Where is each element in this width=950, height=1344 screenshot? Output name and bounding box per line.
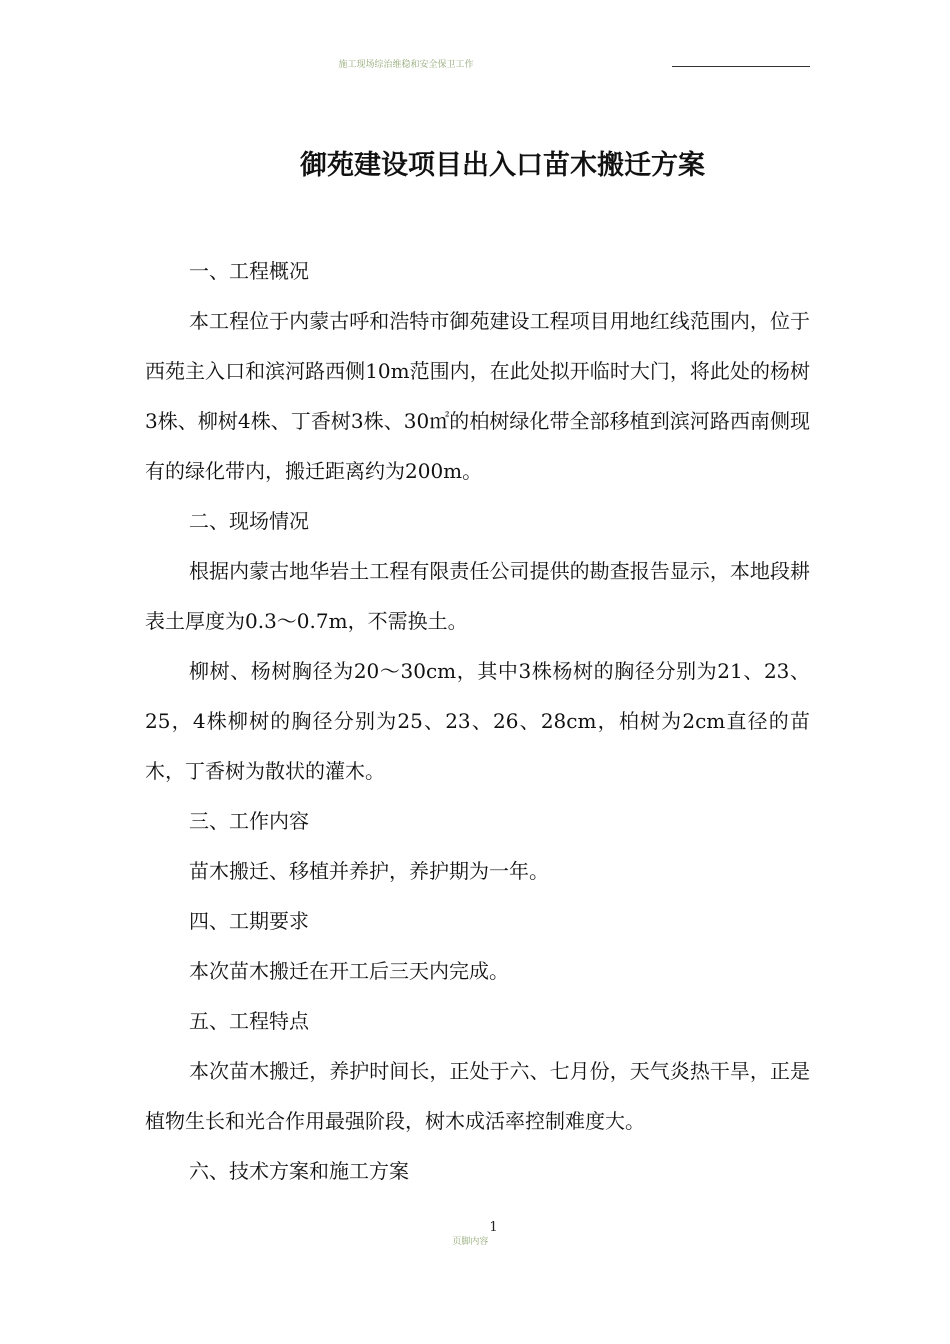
footer-text: 页脚内容 <box>452 1237 489 1247</box>
section-heading-5: 五、工程特点 <box>189 1009 309 1033</box>
document-body <box>145 246 810 1196</box>
section-heading-3: 三、工作内容 <box>189 809 309 833</box>
paragraph-overview: 本工程位于内蒙古呼和浩特市御苑建设工程项目用地红线范围内，位于西苑主入口和滨河路西侧10m范围内，在此处拟开临时大门，将此处的杨树3株、柳树4株、丁香树3株、30㎡的柏树绿化带全部移植到滨河路西南侧现有的绿化带内，搬迁距离约为200m。 <box>145 309 810 483</box>
paragraph-site-report: 根据内蒙古地华岩土工程有限责任公司提供的勘查报告显示，本地段耕表土厚度为0.3～0.7m，不需换土。 <box>145 559 810 633</box>
section-heading-2: 二、现场情况 <box>189 509 309 533</box>
paragraph-work-content: 苗木搬迁、移植并养护，养护期为一年。 <box>189 859 549 883</box>
header-text: 施工现场综治维稳和安全保卫工作 <box>140 60 672 70</box>
paragraph-tree-diameters: 柳树、杨树胸径为20～30cm，其中3株杨树的胸径分别为21、23、25，4株柳树的胸径分别为25、23、26、28cm，柏树为2cm直径的苗木，丁香树为散状的灌木。 <box>145 659 810 783</box>
page-number: 1 <box>489 1220 498 1235</box>
section-heading-6: 六、技术方案和施工方案 <box>189 1159 409 1183</box>
page-footer <box>0 1220 950 1247</box>
section-heading-1: 一、工程概况 <box>189 259 309 283</box>
paragraph-features: 本次苗木搬迁，养护时间长，正处于六、七月份，天气炎热干旱，正是植物生长和光合作用最强阶段，树木成活率控制难度大。 <box>145 1059 810 1133</box>
section-heading-4: 四、工期要求 <box>189 909 309 933</box>
document-title: 御苑建设项目出入口苗木搬迁方案 <box>300 150 705 181</box>
paragraph-schedule: 本次苗木搬迁在开工后三天内完成。 <box>189 959 509 983</box>
